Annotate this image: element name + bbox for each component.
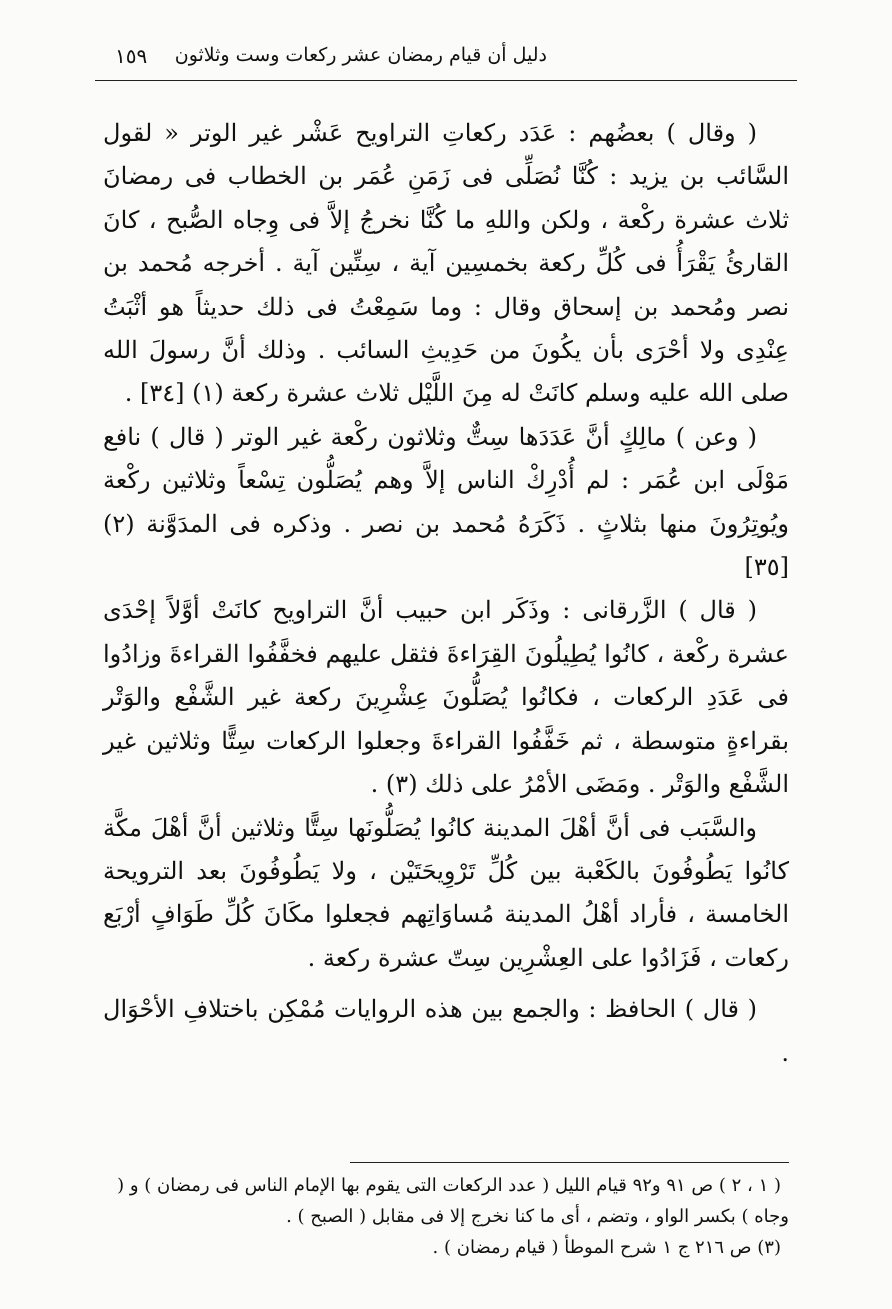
paragraph: والسَّبَب فى أنَّ أهْلَ المدينة كانُوا يُصَلُّونَها سِتًّا وثلاثين أنَّ أهْلَ مكَّة كانُوا يَطُوفُونَ بالكَعْبة بين كُلِّ تَرْوِيحَتَيْن ، ولا يَطُوفُونَ بعد الترويحة الخامسة ، فأراد أهْلُ المدينة مُساوَاتِهم فجعلوا مكَانَ كُلِّ طَوَافٍ أرْبَع ركعات ، فَزَادُوا على العِشْرِين سِتّ عشرة ركعة . bbox=[103, 813, 789, 972]
paragraph: ( قال ) الزَّرقانى : وذَكَر ابن حبيب أنَّ التراويح كانَتْ أوَّلاً إحْدَى عشرة ركْعة ، كانُوا يُطِيلُونَ القِرَاءةَ فثقل عليهم فخفَّفُوا القراءةَ وزادُوا فى عَدَدِ الركعات ، فكانُوا يُصَلُّونَ عِشْرِينَ ركعة غير الشَّفْع والوَتْر بقراءةٍ متوسطة ، ثم خَفَّفُوا القراءةَ وجعلوا الركعات سِتًّا وثلاثين غير الشَّفْع والوَتْر . ومَضَى الأمْرُ على ذلك (٣) . bbox=[103, 596, 789, 799]
main-text bbox=[103, 112, 789, 1075]
page-number: ١٥٩ bbox=[115, 44, 148, 68]
paragraph: ( وقال ) بعضُهم : عَدَد ركعاتِ التراويح عَشْر غير الوتر « لقول السَّائب بن يزيد : كُنَّا نُصَلِّى فى زَمَنِ عُمَر بن الخطاب فى رمضانَ ثلاث عشرة ركْعة ، ولكن واللهِ ما كُنَّا نخرجُ إلاَّ فى وِجاه الصُّبح ، كانَ القارئُ يَقْرَأُ فى كُلِّ ركعة بخمسِين آية ، سِتِّين آية . أخرجه مُحمد بن نصر ومُحمد بن إسحاق وقال : وما سَمِعْتُ فى ذلك حديثاً هو أثْبَتُ عِنْدِى ولا أحْرَى بأن يكُونَ من حَدِيثِ السائب . وذلك أنَّ رسولَ الله صلى الله عليه وسلم كانَتْ له مِنَ اللَّيْل ثلاث عشرة ركعة (١) [٣٤] . bbox=[103, 119, 790, 408]
paragraph: ( قال ) الحافظ : والجمع بين هذه الروايات مُمْكِن باختلافِ الأحْوَال . bbox=[103, 995, 789, 1067]
paragraph: ( وعن ) مالِكٍ أنَّ عَدَدَها سِتٌّ وثلاثون ركْعة غير الوتر ( قال ) نافع مَوْلَى ابن عُمَر : لم أُدْرِكْ الناس إلاَّ وهم يُصَلُّون تِسْعاً وثلاثين ركْعة ويُوتِرُونَ منها بثلاثٍ . ذَكَرَهُ مُحمد بن نصر . وذكره فى المدَوَّنة (٢) [٣٥] bbox=[103, 422, 789, 582]
footnotes bbox=[103, 1170, 789, 1263]
footnote: ( ١ ، ٢ ) ص ٩١ و٩٢ قيام الليل ( عدد الركعات التى يقوم بها الإمام الناس فى رمضان ) و ( وجاه ) بكسر الواو ، وتضم ، أى ما كنا نخرج إلا فى مقابل ( الصبح ) . bbox=[117, 1175, 789, 1227]
footnote: (٣) ص ٢١٦ ج ١ شرح الموطأ ( قيام رمضان ) . bbox=[432, 1237, 781, 1258]
running-title: دليل أن قيام رمضان عشر ركعات وست وثلاثون bbox=[174, 44, 547, 66]
footnote-rule bbox=[350, 1162, 789, 1163]
page-header bbox=[95, 40, 797, 80]
header-rule bbox=[95, 80, 797, 81]
